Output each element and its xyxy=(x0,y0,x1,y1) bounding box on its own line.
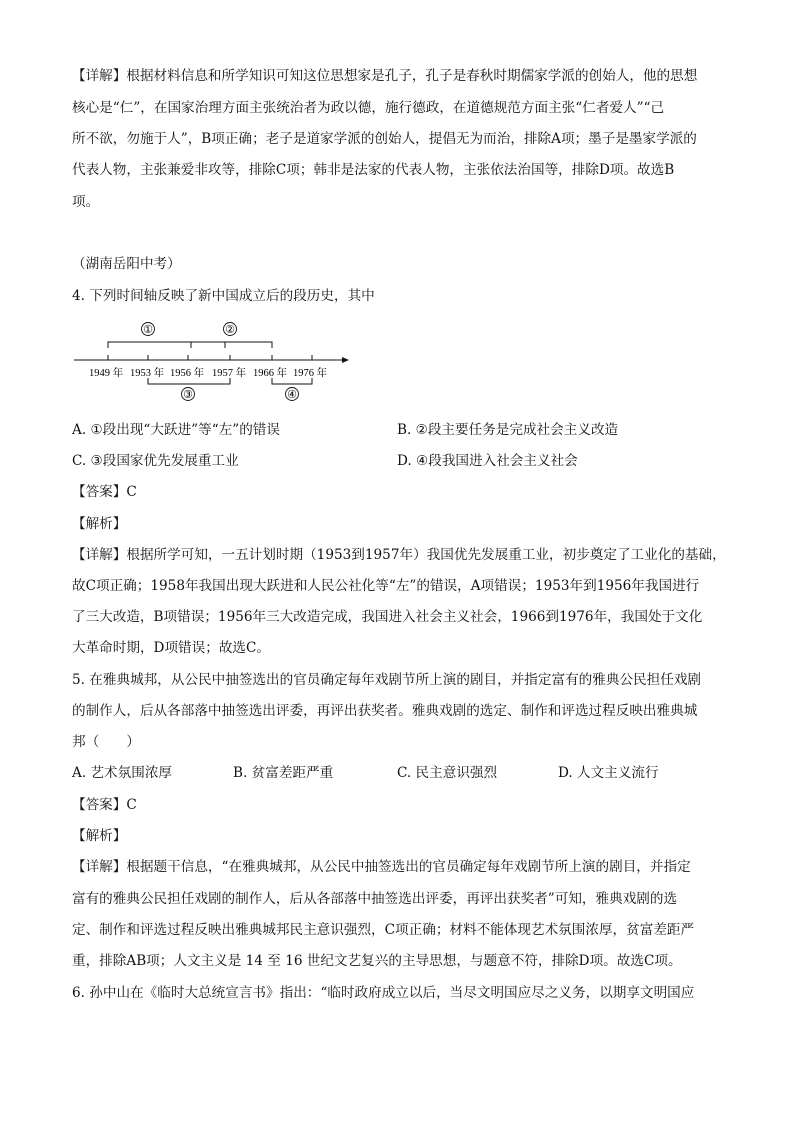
tick-label-1966: 1966 年 xyxy=(252,368,288,379)
q4-option-d: D. ④段我国进入社会主义社会 xyxy=(397,453,578,469)
tick-label-1953: 1953 年 xyxy=(129,368,165,379)
q3-explain-line-1: 【详解】根据材料信息和所学知识可知这位思想家是孔子，孔子是春秋时期儒家学派的创始人，他的思想 xyxy=(72,68,698,84)
q5-option-a: A. 艺术氛围浓厚 xyxy=(72,765,173,781)
segment-4-label: ④ xyxy=(287,389,297,401)
q5-option-b: B. 贫富差距严重 xyxy=(233,765,334,781)
q4-analysis-heading: 【解析】 xyxy=(72,516,127,532)
q5-explain-line-4: 重，排除AB项；人文主义是 14 至 16 世纪文艺复兴的主导思想，与题意不符，排除D项。故选C项。 xyxy=(72,953,682,969)
q4-stem: 4. 下列时间轴反映了新中国成立后的段历史，其中 xyxy=(72,288,375,304)
q5-explain-line-2: 富有的雅典公民担任戏剧的制作人，后从各部落中抽签选出评委，再评出获奖者”可知，雅典戏剧的选 xyxy=(72,891,678,907)
q5-option-d: D. 人文主义流行 xyxy=(558,765,659,781)
q5-stem-line-1: 5. 在雅典城邦，从公民中抽签选出的官员确定每年戏剧节所上演的剧目，并指定富有的雅典公民担任戏剧 xyxy=(72,672,702,688)
q4-option-c: C. ③段国家优先发展重工业 xyxy=(72,453,239,469)
q3-explain-line-2: 核心是“仁”，在国家治理方面主张统治者为政以德，施行德政，在道德规范方面主张“仁者爱人”“己 xyxy=(72,100,665,116)
q4-source: （湖南岳阳中考） xyxy=(72,256,181,272)
q3-explain-line-3: 所不欲，勿施于人”，B项正确；老子是道家学派的创始人，提倡无为而治，排除A项；墨子是墨家学派的 xyxy=(72,131,697,147)
q6-stem: 6. 孙中山在《临时大总统宣言书》指出：“临时政府成立以后，当尽文明国应尽之义务，以期享文明国应 xyxy=(72,985,695,1001)
q5-analysis-heading: 【解析】 xyxy=(72,828,127,844)
timeline-figure xyxy=(74,318,354,404)
q5-option-c: C. 民主意识强烈 xyxy=(397,765,498,781)
q3-explain-line-4: 代表人物，主张兼爱非攻等，排除C项；韩非是法家的代表人物，主张依法治国等，排除D项。故选B xyxy=(72,162,675,178)
q5-stem-line-3: 邦（ ） xyxy=(72,734,140,750)
q4-explain-line-3: 了三大改造，B项错误；1956年三大改造完成，我国进入社会主义社会，1966到1976年，我国处于文化 xyxy=(72,609,703,625)
q5-explain-line-3: 定、制作和评选过程反映出雅典城邦民主意识强烈，C项正确；材料不能体现艺术氛围浓厚，贫富差距严 xyxy=(72,922,695,938)
q3-explain-line-5: 项。 xyxy=(72,194,100,210)
q4-explain-line-1: 【详解】根据所学可知，一五计划时期（1953到1957年）我国优先发展重工业，初步奠定了工业化的基础， xyxy=(72,547,726,563)
q4-explain-line-2: 故C项正确；1958年我国出现大跃进和人民公社化等“左”的错误，A项错误；1953年到1956年我国进行 xyxy=(72,578,700,594)
q5-stem-line-2: 的制作人，后从各部落中抽签选出评委，再评出获奖者。雅典戏剧的选定、制作和评选过程反映出雅典城 xyxy=(72,703,698,719)
tick-label-1949: 1949 年 xyxy=(88,368,124,379)
segment-3-label: ③ xyxy=(183,389,193,401)
segment-2-label: ② xyxy=(225,324,235,336)
tick-label-1956: 1956 年 xyxy=(169,368,205,379)
q4-answer: 【答案】C xyxy=(72,484,137,500)
tick-label-1957: 1957 年 xyxy=(211,368,247,379)
brace-segment-2 xyxy=(191,342,272,348)
timeline-arrowhead xyxy=(342,357,349,363)
segment-1-label: ① xyxy=(143,324,153,336)
brace-segment-1 xyxy=(108,342,225,348)
q4-option-b: B. ②段主要任务是完成社会主义改造 xyxy=(397,422,619,438)
q4-explain-line-4: 大革命时期，D项错误；故选C。 xyxy=(72,640,271,656)
q4-option-a: A. ①段出现“大跃进”等“左”的错误 xyxy=(72,422,280,438)
q5-explain-line-1: 【详解】根据题干信息，“在雅典城邦，从公民中抽签选出的官员确定每年戏剧节所上演的剧目，并指定 xyxy=(72,859,691,875)
q5-answer: 【答案】C xyxy=(72,797,137,813)
tick-label-1976: 1976 年 xyxy=(292,368,328,379)
